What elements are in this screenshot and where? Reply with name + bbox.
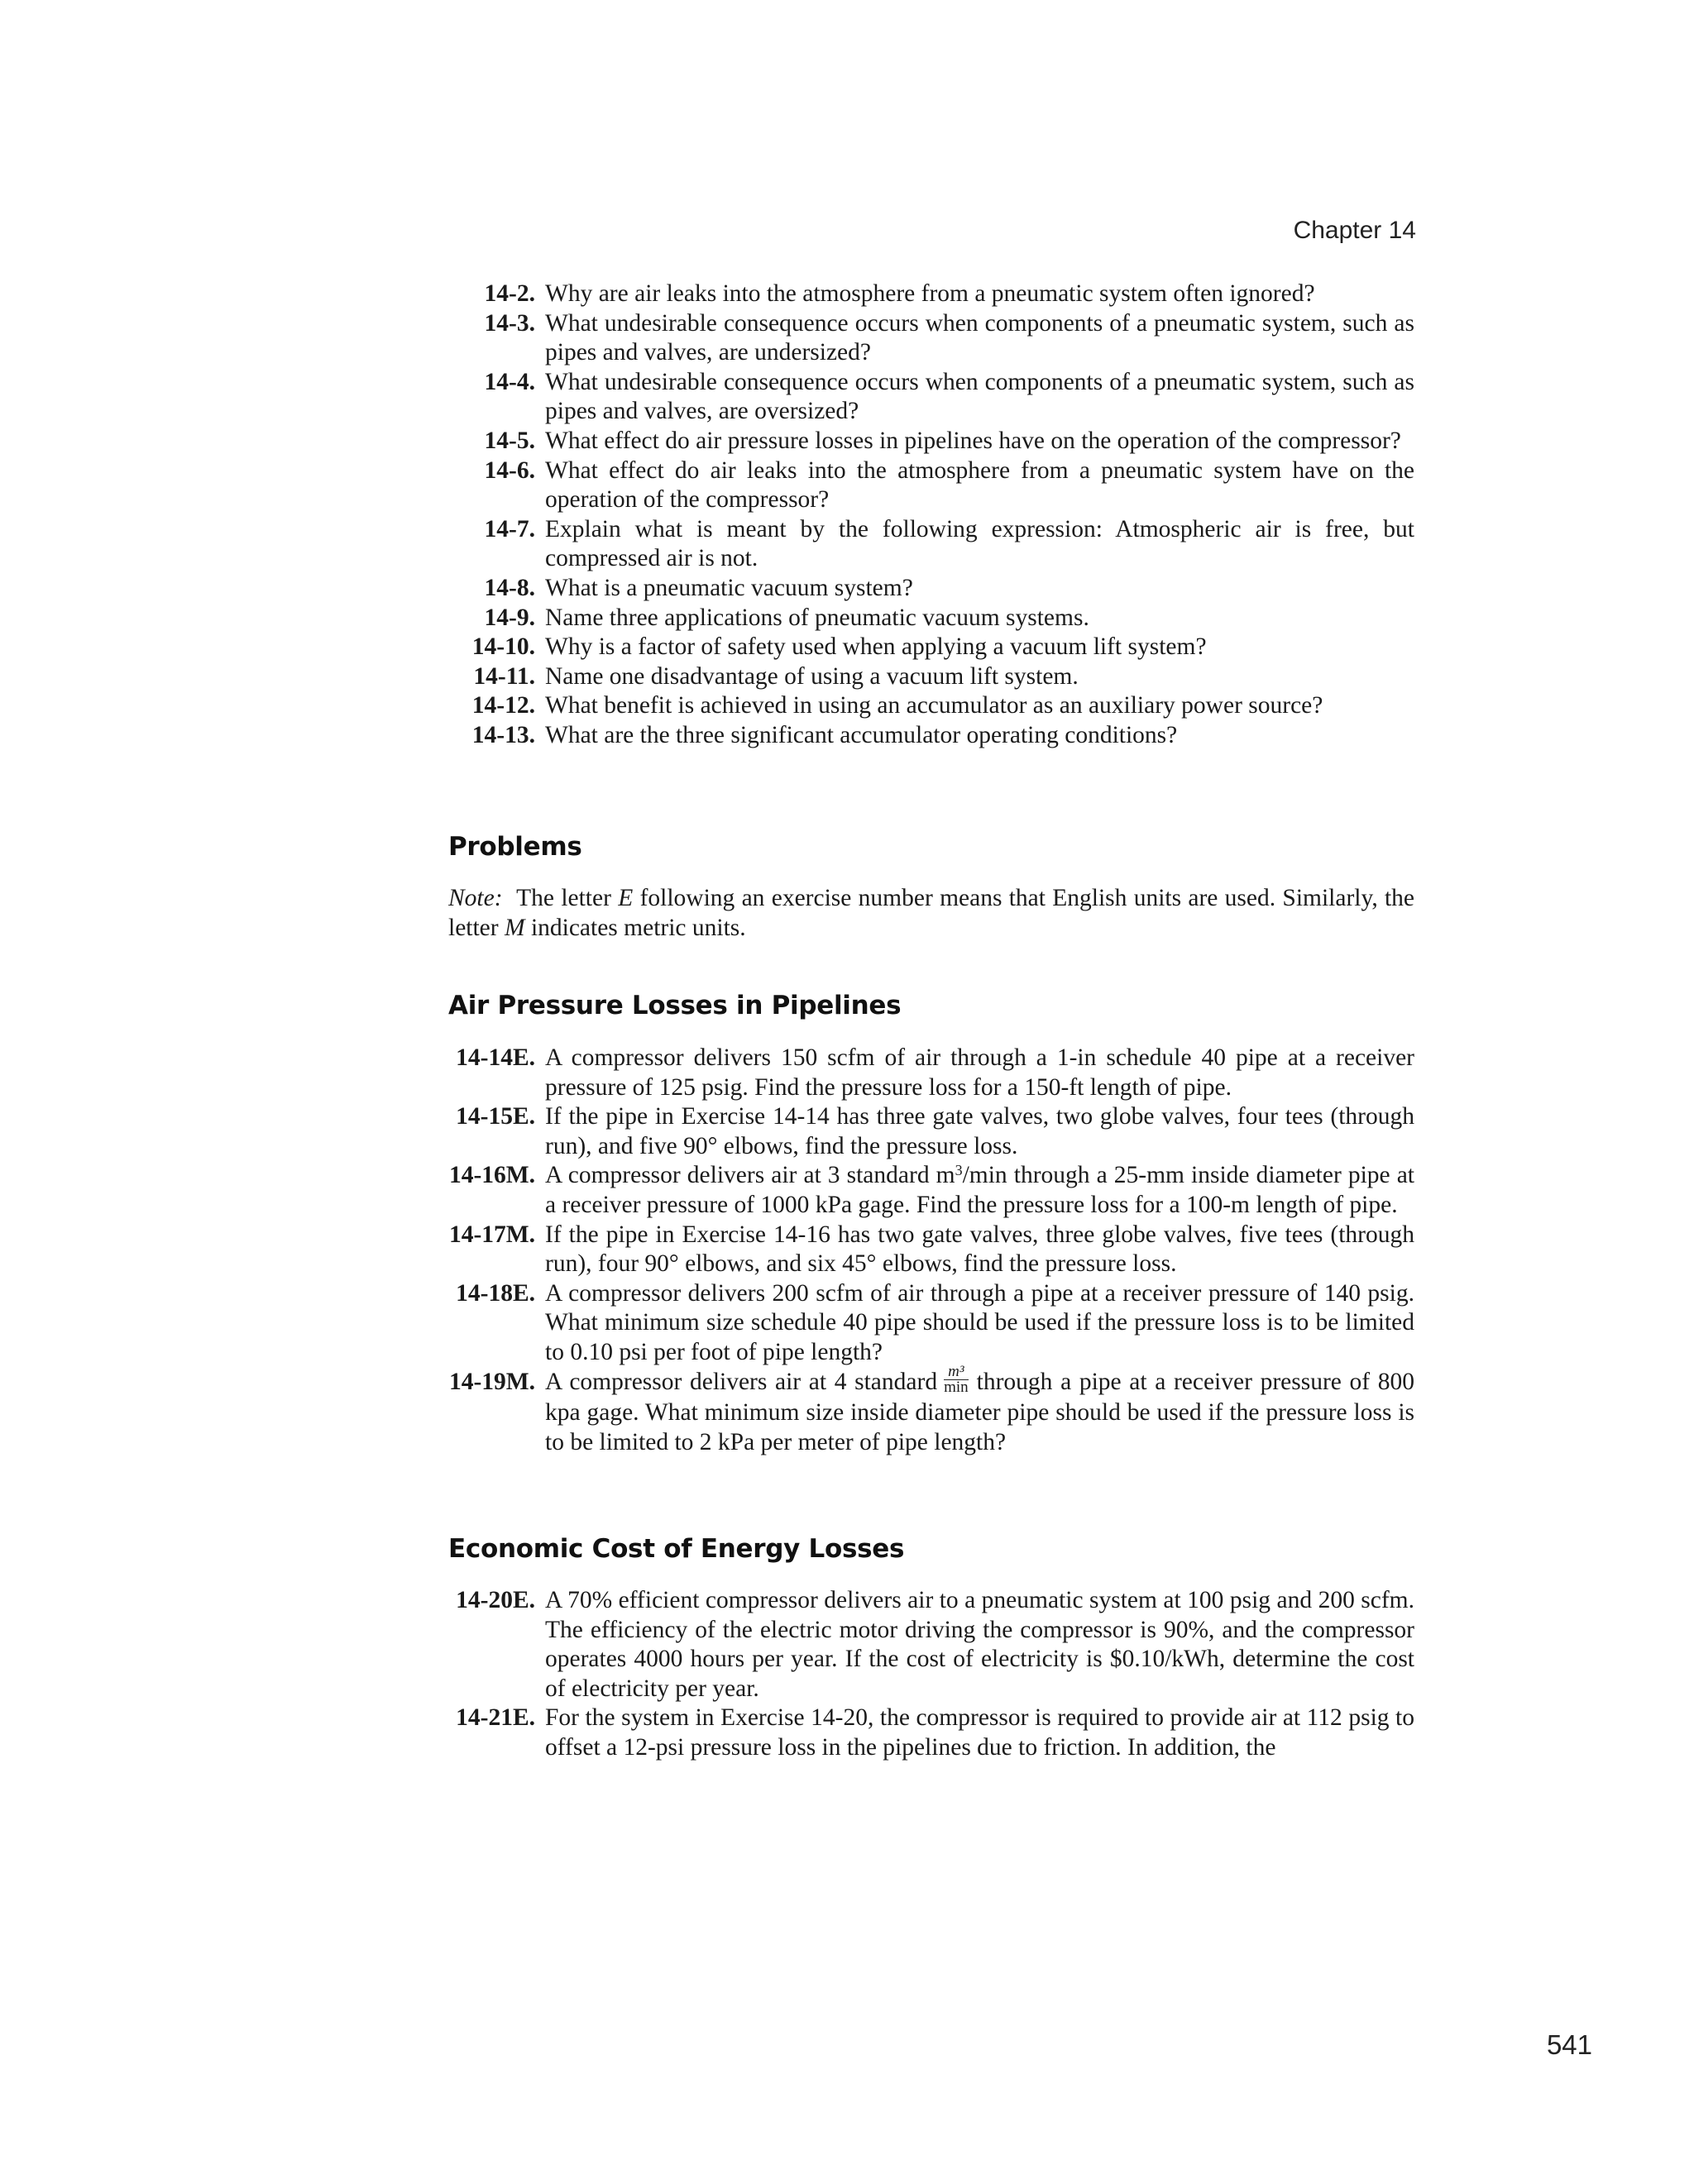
problem-item: [448, 1221, 1414, 1279]
problem-text: A compressor delivers 200 scfm of air through a pipe at a receiver pressure of 140 psig. What minimum size schedule 40 pipe should be used if the pressure loss is to be limited to 0.10 psi per foot of pipe length?: [545, 1279, 1414, 1365]
fraction-denominator: min: [944, 1379, 969, 1397]
problem-item: [448, 1161, 1414, 1220]
problem-item: [448, 1363, 1415, 1458]
question-item: [448, 456, 1414, 515]
problem-text: If the pipe in Exercise 14-14 has three gate valves, two globe valves, four tees (through run), and five 90° elbows, find the pressure loss.: [545, 1103, 1414, 1159]
problem-text-part-a: A compressor delivers air at 4 standard: [545, 1368, 938, 1395]
question-item: [448, 515, 1414, 574]
question-text: Why is a factor of safety used when applying a vacuum lift system?: [545, 633, 1207, 661]
note-letter-m: M: [504, 915, 525, 941]
review-questions-list: [448, 280, 1414, 751]
problem-text: [545, 1161, 1414, 1220]
problem-number: 14-20E.: [456, 1587, 535, 1613]
question-text: What benefit is achieved in using an accumulator as an auxiliary power source?: [545, 692, 1323, 719]
question-number: 14-10.: [471, 633, 535, 661]
question-text: What undesirable consequence occurs when components of a pneumatic system, such as pipes and valves, are undersized?: [545, 309, 1414, 366]
problem-number: 14-17M.: [448, 1221, 535, 1248]
question-text: What is a pneumatic vacuum system?: [545, 574, 913, 601]
problem-text-part-b: through a pipe at a receiver pressure of 800 kpa gage. What minimum size inside diameter pipe should be used if the pressure loss is to be limited to 2 kPa per meter of pipe length?: [545, 1368, 1415, 1455]
question-item: [448, 280, 1414, 309]
problem-number: 14-18E.: [456, 1279, 535, 1307]
problem-text: [545, 1363, 1415, 1458]
problem-number: 14-15E.: [456, 1103, 535, 1130]
flow-unit-fraction: [944, 1364, 969, 1395]
problem-number: 14-14E.: [456, 1044, 535, 1071]
problem-item: [448, 1102, 1414, 1161]
question-item: [448, 662, 1414, 692]
problem-number: 14-16M.: [448, 1162, 535, 1189]
question-item: [448, 721, 1414, 751]
question-item: [448, 309, 1414, 368]
air-pressure-problems-list: [448, 1044, 1414, 1457]
note-text-1: The letter: [516, 885, 611, 911]
question-item: [448, 574, 1414, 604]
problem-text: For the system in Exercise 14-20, the compressor is required to provide air at 112 psig to offset a 12-psi pressure loss in the pipelines due to friction. In addition, the: [545, 1704, 1414, 1761]
question-text: Name three applications of pneumatic vacuum systems.: [545, 604, 1089, 631]
fraction-numerator: m³: [944, 1364, 969, 1380]
units-note: [448, 883, 1414, 943]
question-number: 14-9.: [484, 604, 535, 631]
question-number: 14-8.: [484, 574, 535, 601]
question-number: 14-12.: [471, 692, 535, 719]
problems-heading: Problems: [448, 832, 582, 862]
problem-number: 14-19M.: [448, 1368, 535, 1395]
question-text: What effect do air leaks into the atmosphere from a pneumatic system have on the operation of the compressor?: [545, 456, 1414, 514]
question-text: Why are air leaks into the atmosphere from a pneumatic system often ignored?: [545, 280, 1315, 307]
question-item: [448, 368, 1414, 427]
note-label: Note:: [448, 885, 503, 911]
problem-number: 14-21E.: [456, 1704, 535, 1732]
problem-text: A compressor delivers 150 scfm of air through a 1-in schedule 40 pipe at a receiver pressure of 125 psig. Find the pressure loss for a 150-ft length of pipe.: [545, 1044, 1414, 1101]
problem-item: [448, 1704, 1414, 1762]
question-number: 14-3.: [484, 309, 535, 337]
question-item: [448, 691, 1414, 721]
air-pressure-heading: Air Pressure Losses in Pipelines: [448, 991, 902, 1020]
problem-text-part-a: A compressor delivers air at 3 standard m: [545, 1162, 955, 1189]
question-number: 14-11.: [473, 662, 535, 690]
question-text: Name one disadvantage of using a vacuum lift system.: [545, 662, 1079, 690]
problem-text: A 70% efficient compressor delivers air to a pneumatic system at 100 psig and 200 scfm. The efficiency of the electric motor driving the compressor is 90%, and the compressor operates 4000 hours per year. If the cost of electricity is $0.10/kWh, determine the cost of electricity per year.: [545, 1587, 1414, 1702]
question-text: What effect do air pressure losses in pipelines have on the operation of the compressor?: [545, 427, 1401, 454]
problem-text: If the pipe in Exercise 14-16 has two gate valves, three globe valves, five tees (through run), four 90° elbows, and six 45° elbows, find the pressure loss.: [545, 1221, 1414, 1278]
economic-problems-list: [448, 1586, 1414, 1763]
problem-item: [448, 1586, 1414, 1704]
chapter-header: Chapter 14: [1293, 217, 1416, 244]
note-letter-e: E: [618, 885, 634, 911]
page-number: 541: [1546, 2029, 1592, 2060]
question-item: [448, 427, 1414, 456]
question-number: 14-6.: [484, 456, 535, 484]
question-text: Explain what is meant by the following expression: Atmospheric air is free, but compressed air is not.: [545, 515, 1414, 572]
question-item: [448, 604, 1414, 633]
problem-item: [448, 1044, 1414, 1102]
economic-cost-heading: Economic Cost of Energy Losses: [448, 1534, 905, 1564]
question-number: 14-13.: [471, 721, 535, 748]
question-number: 14-5.: [484, 427, 535, 454]
question-item: [448, 633, 1414, 662]
question-text: What undesirable consequence occurs when components of a pneumatic system, such as pipes and valves, are oversized?: [545, 368, 1414, 425]
problem-item: [448, 1279, 1414, 1368]
note-text-3: indicates metric units.: [530, 915, 746, 941]
question-text: What are the three significant accumulator operating conditions?: [545, 721, 1178, 748]
superscript-3: 3: [955, 1162, 963, 1179]
question-number: 14-4.: [484, 368, 535, 395]
question-number: 14-2.: [484, 280, 535, 307]
question-number: 14-7.: [484, 515, 535, 542]
problem-text-part-b: /min through a 25-mm inside diameter pipe at a receiver pressure of 1000 kPa gage. Find the pressure loss for a 100-m length of pipe.: [545, 1162, 1414, 1218]
note-text-2: following an exercise number means that English units are used. Similarly, the letter: [448, 885, 1415, 941]
